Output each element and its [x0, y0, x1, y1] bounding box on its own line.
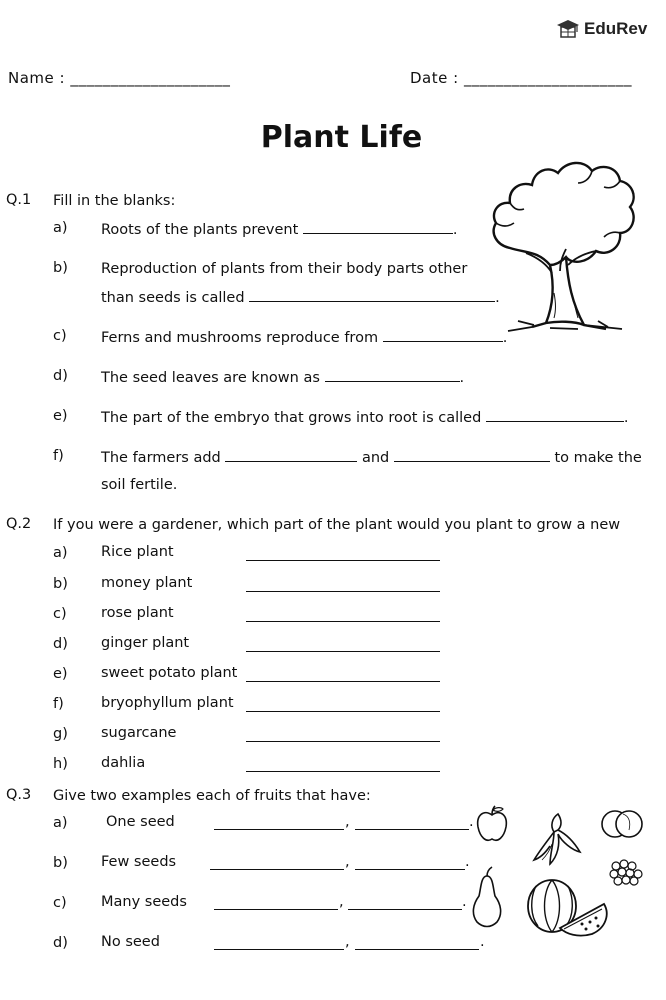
q1e-text	[101, 407, 629, 428]
q1a-text	[101, 219, 458, 240]
q3a-letter: a)	[53, 815, 68, 831]
graduation-cap-icon	[556, 18, 580, 40]
q1f-pre: The farmers add	[101, 450, 221, 466]
q1b-text	[101, 287, 500, 308]
q2a-letter: a)	[53, 545, 68, 561]
q2e-letter: e)	[53, 666, 68, 682]
q3c-label: Many seeds	[101, 894, 187, 910]
q3b-comma: ,	[345, 854, 350, 870]
q2b-letter: b)	[53, 576, 68, 592]
q3-prompt: Give two examples each of fruits that have:	[53, 788, 371, 804]
q1c-post: .	[502, 330, 508, 346]
q2b-answer-line[interactable]	[246, 591, 440, 592]
q1c-letter: c)	[53, 328, 67, 344]
watermelon-icon	[526, 876, 616, 938]
edurev-logo	[556, 18, 647, 40]
q2c-answer-line[interactable]	[246, 621, 440, 622]
q1b-pre: than seeds is called	[101, 290, 245, 306]
q2-number: Q.2	[6, 516, 32, 532]
q3d-label: No seed	[101, 934, 160, 950]
q3a-comma: ,	[345, 814, 350, 830]
q1b-letter: b)	[53, 260, 68, 276]
q3b-letter: b)	[53, 855, 68, 871]
q1-prompt: Fill in the blanks:	[53, 193, 176, 209]
q1e-post: .	[623, 410, 629, 426]
q1d-blank[interactable]	[325, 367, 460, 382]
q2b-label: money plant	[101, 575, 193, 591]
grapes-cherries-icon	[599, 806, 647, 840]
q3d-answer-line-2[interactable]	[355, 949, 479, 950]
q1e-letter: e)	[53, 408, 68, 424]
q2d-label: ginger plant	[101, 635, 190, 651]
q3c-period: .	[462, 894, 467, 910]
apple-icon	[474, 805, 510, 845]
q1e-blank[interactable]	[486, 407, 624, 422]
q3c-answer-line-2[interactable]	[348, 909, 462, 910]
q3d-period: .	[480, 934, 485, 950]
q3b-period: .	[465, 854, 470, 870]
q3a-period: .	[469, 814, 474, 830]
q2d-answer-line[interactable]	[246, 651, 440, 652]
q2g-label: sugarcane	[101, 725, 177, 741]
q3c-letter: c)	[53, 895, 67, 911]
q2g-answer-line[interactable]	[246, 741, 440, 742]
brand-name: EduRev	[584, 19, 648, 38]
tree-illustration	[488, 153, 638, 338]
q3a-answer-line-1[interactable]	[214, 829, 344, 830]
q2-prompt: If you were a gardener, which part of the plant would you plant to grow a new	[53, 517, 621, 533]
q1c-pre: Ferns and mushrooms reproduce from	[101, 330, 379, 346]
q1f-text	[101, 447, 642, 468]
q1b-blank[interactable]	[249, 287, 495, 302]
q2e-label: sweet potato plant	[101, 665, 238, 681]
q1a-post: .	[452, 222, 458, 238]
q1b-post: .	[495, 290, 500, 306]
q1f-mid: and	[361, 450, 390, 466]
q3d-comma: ,	[345, 934, 350, 950]
page-title: Plant Life	[260, 120, 423, 155]
q2h-label: dahlia	[101, 755, 146, 771]
q1f-blank-1[interactable]	[225, 447, 357, 462]
q1d-text	[101, 367, 464, 388]
q3c-comma: ,	[339, 894, 344, 910]
q1d-pre: The seed leaves are known as	[101, 370, 320, 386]
date-field: Date : _____________________	[410, 69, 632, 87]
q1c-text	[101, 327, 507, 348]
q3b-label: Few seeds	[101, 854, 177, 870]
banana-icon	[528, 810, 584, 866]
q1a-blank[interactable]	[303, 219, 453, 234]
q2a-answer-line[interactable]	[246, 560, 440, 561]
q2d-letter: d)	[53, 636, 68, 652]
q3d-answer-line-1[interactable]	[214, 949, 344, 950]
q2a-label: Rice plant	[101, 544, 174, 560]
q3b-answer-line-1[interactable]	[210, 869, 344, 870]
q2e-answer-line[interactable]	[246, 681, 440, 682]
q3b-answer-line-2[interactable]	[355, 869, 465, 870]
q2f-answer-line[interactable]	[246, 711, 440, 712]
q3a-label: One seed	[106, 814, 175, 830]
q1f-blank-2[interactable]	[394, 447, 550, 462]
pear-icon	[469, 866, 505, 930]
q2h-answer-line[interactable]	[246, 771, 440, 772]
q2c-letter: c)	[53, 606, 67, 622]
q2h-letter: h)	[53, 756, 68, 772]
q1f-line2: soil fertile.	[101, 477, 178, 493]
q2f-letter: f)	[53, 696, 64, 712]
q2c-label: rose plant	[101, 605, 174, 621]
q1d-post: .	[459, 370, 465, 386]
q1-number: Q.1	[6, 192, 32, 208]
q2f-label: bryophyllum plant	[101, 695, 234, 711]
q3a-answer-line-2[interactable]	[355, 829, 469, 830]
q3d-letter: d)	[53, 935, 68, 951]
q1c-blank[interactable]	[383, 327, 503, 342]
q1e-pre: The part of the embryo that grows into root is called	[101, 410, 482, 426]
q1b-line1: Reproduction of plants from their body parts other	[101, 261, 468, 277]
q1f-letter: f)	[53, 448, 64, 464]
q1d-letter: d)	[53, 368, 68, 384]
q3-number: Q.3	[6, 787, 32, 803]
q1a-pre: Roots of the plants prevent	[101, 222, 299, 238]
q1a-letter: a)	[53, 220, 68, 236]
q3c-answer-line-1[interactable]	[214, 909, 338, 910]
q1f-post: to make the	[554, 450, 642, 466]
name-field: Name : ____________________	[8, 69, 231, 87]
q2g-letter: g)	[53, 726, 68, 742]
